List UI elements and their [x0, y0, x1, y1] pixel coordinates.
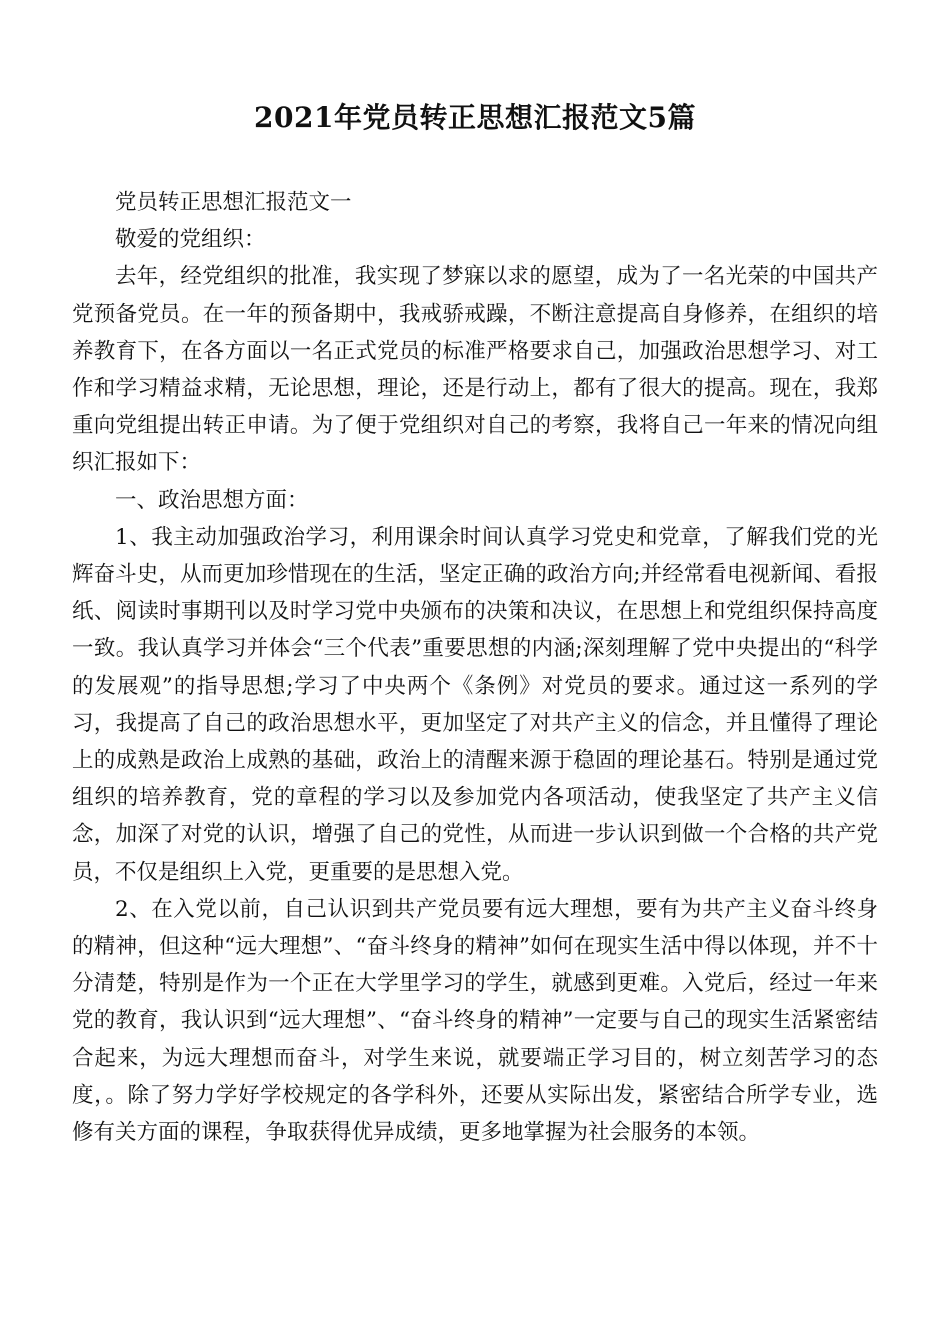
paragraph-section-heading: 党员转正思想汇报范文一	[115, 190, 352, 215]
paragraph-introduction: 去年，经党组织的批准，我实现了梦寐以求的愿望，成为了一名光荣的中国共产党预备党员。在一年的预备期中，我戒骄戒躁，不断注意提高自身修养，在组织的培养教育下，在各方面以一名正式党员的标准严格要求自己，加强政治思想学习、对工作和学习精益求精，无论思想，理论，还是行动上，都有了很大的提高。现在，我郑重向党组提出转正申请。为了便于党组织对自己的考察，我将自己一年来的情况向组织汇报如下：	[72, 264, 878, 476]
paragraph-point-two: 2、在入党以前，自己认识到共产党员要有远大理想，要有为共产主义奋斗终身的精神，但这种“远大理想”、“奋斗终身的精神”如何在现实生活中得以体现，并不十分清楚，特别是作为一个正在大学里学习的学生，就感到更难。入党后，经过一年来党的教育，我认识到“远大理想”、“奋斗终身的精神”一定要与自己的现实生活紧密结合起来，为远大理想而奋斗，对学生来说，就要端正学习目的，树立刻苦学习的态度，。除了努力学好学校规定的各学科外，还要从实际出发，紧密结合所学专业，选修有关方面的课程，争取获得优异成绩，更多地掌握为社会服务的本领。	[72, 896, 878, 1146]
paragraph-political-heading: 一、政治思想方面：	[115, 487, 309, 513]
paragraph-point-one: 1、我主动加强政治学习，利用课余时间认真学习党史和党章，了解我们党的光辉奋斗史，从而更加珍惜现在的生活，坚定正确的政治方向;并经常看电视新闻、看报纸、阅读时事期刊以及时学习党中央颁布的决策和决议，在思想上和党组织保持高度一致。我认真学习并体会“三个代表”重要思想的内涵;深刻理解了党中央提出的“科学的发展观”的指导思想;学习了中央两个《条例》对党员的要求。通过这一系列的学习，我提高了自己的政治思想水平，更加坚定了对共产主义的信念，并且懂得了理论上的成熟是政治上成熟的基础，政治上的清醒来源于稳固的理论基石。特别是通过党组织的培养教育，党的章程的学习以及参加党内各项活动，使我坚定了共产主义信念，加深了对党的认识，增强了自己的党性，从而进一步认识到做一个合格的共产党员，不仅是组织上入党，更重要的是思想入党。	[72, 524, 878, 885]
document-title: 2021年党员转正思想汇报范文5篇	[254, 101, 696, 134]
paragraph-salutation: 敬爱的党组织：	[115, 227, 266, 253]
document-body	[72, 184, 878, 1151]
